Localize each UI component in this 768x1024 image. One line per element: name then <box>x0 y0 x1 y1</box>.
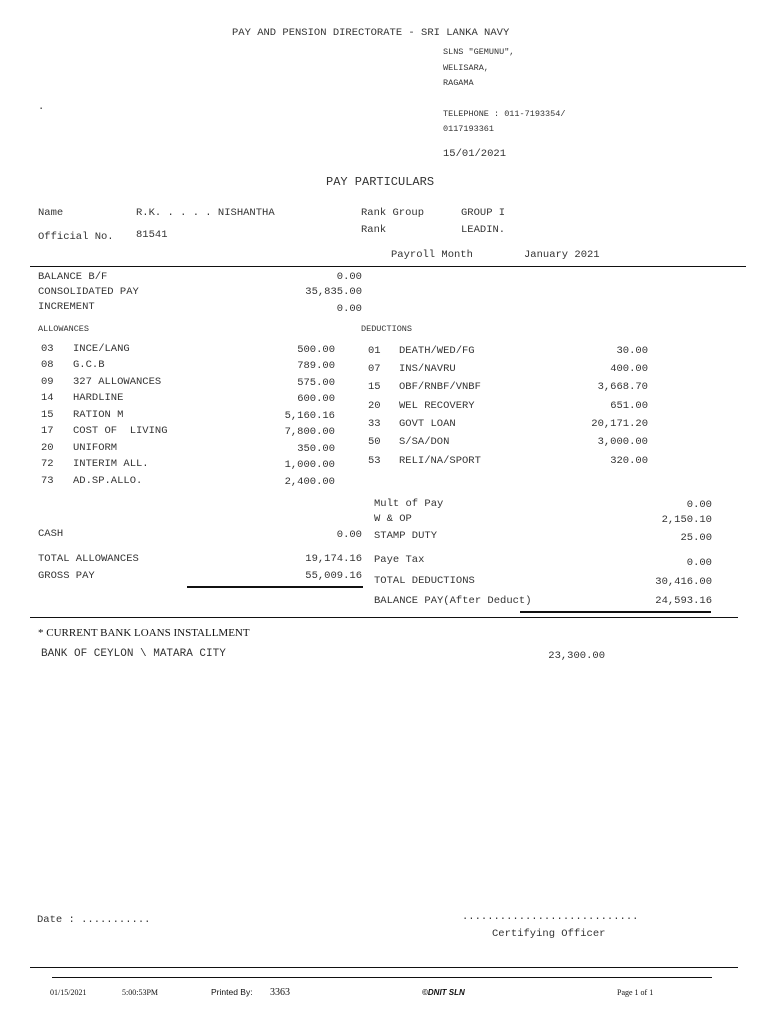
payroll-month-label: Payroll Month <box>391 249 473 261</box>
allowance-name: COST OF LIVING <box>73 425 168 437</box>
signature-line: ............................ <box>462 911 639 923</box>
address-line-3: RAGAMA <box>443 78 474 88</box>
allowance-amount: 575.00 <box>297 378 335 389</box>
mult-of-pay-label: Mult of Pay <box>374 498 444 510</box>
deduction-amount: 20,171.20 <box>591 419 648 430</box>
loan-amount: 23,300.00 <box>548 651 605 662</box>
allowance-amount: 789.00 <box>297 361 335 372</box>
header-divider <box>30 266 746 267</box>
official-no-value: 81541 <box>136 229 168 241</box>
deduction-name: S/SA/DON <box>399 436 450 448</box>
address-line-2: WELISARA, <box>443 63 489 73</box>
consolidated-pay-label: CONSOLIDATED PAY <box>38 286 139 298</box>
allowance-amount: 2,400.00 <box>284 477 335 488</box>
total-allowances-label: TOTAL ALLOWANCES <box>38 553 139 565</box>
bank-name: BANK OF CEYLON \ MATARA CITY <box>41 648 226 660</box>
deduction-name: DEATH/WED/FG <box>399 345 475 357</box>
footer-date: 01/15/2021 <box>50 988 87 997</box>
deduction-code: 33 <box>368 418 381 430</box>
rank-label: Rank <box>361 224 387 236</box>
allowance-name: AD.SP.ALLO. <box>73 475 143 487</box>
cash-value: 0.00 <box>336 530 362 541</box>
rank-group-label: Rank Group <box>361 207 425 219</box>
deduction-amount: 400.00 <box>610 364 648 375</box>
allowance-name: G.C.B <box>73 359 105 371</box>
name-value: R.K. . . . . NISHANTHA <box>136 207 275 219</box>
page-number: Page 1 of 1 <box>617 988 654 997</box>
official-no-label: Official No. <box>38 231 114 243</box>
printed-by-value: 3363 <box>270 987 290 998</box>
telephone-2: 0117193361 <box>443 124 495 134</box>
allowance-name: UNIFORM <box>73 442 118 454</box>
allowance-amount: 500.00 <box>297 345 335 356</box>
address-line-1: SLNS "GEMUNU", <box>443 47 515 57</box>
increment-label: INCREMENT <box>38 301 95 313</box>
balance-pay-label: BALANCE PAY(After Deduct) <box>374 595 532 607</box>
rank-group-value: GROUP I <box>461 207 506 219</box>
deduction-code: 01 <box>368 345 381 357</box>
balance-bf-value: 0.00 <box>336 272 362 283</box>
gross-underline <box>187 586 363 588</box>
deduction-name: INS/NAVRU <box>399 363 456 375</box>
allowance-code: 17 <box>41 425 54 437</box>
paye-tax-label: Paye Tax <box>374 554 425 566</box>
gross-pay-label: GROSS PAY <box>38 570 95 582</box>
printed-by-label: Printed By: <box>211 987 253 997</box>
allowance-code: 72 <box>41 458 54 470</box>
deduction-amount: 320.00 <box>610 456 648 467</box>
deduction-name: GOVT LOAN <box>399 418 456 430</box>
allowance-amount: 600.00 <box>297 394 335 405</box>
totals-divider <box>30 617 738 618</box>
deduction-name: WEL RECOVERY <box>399 400 475 412</box>
allowance-name: INTERIM ALL. <box>73 458 149 470</box>
balance-bf-label: BALANCE B/F <box>38 271 108 283</box>
deduction-code: 50 <box>368 436 381 448</box>
footer-divider-top <box>30 967 738 968</box>
issue-date: 15/01/2021 <box>443 148 507 160</box>
mult-of-pay-value: 0.00 <box>686 500 712 511</box>
allowance-amount: 1,000.00 <box>284 460 335 471</box>
deduction-amount: 3,000.00 <box>597 437 648 448</box>
allowance-name: HARDLINE <box>73 392 124 404</box>
allowance-code: 08 <box>41 359 54 371</box>
deductions-heading: DEDUCTIONS <box>361 324 413 334</box>
total-allowances-value: 19,174.16 <box>305 554 362 565</box>
brand-label: ©DNIT SLN <box>422 988 465 997</box>
balance-pay-value: 24,593.16 <box>655 596 712 607</box>
deduction-code: 07 <box>368 363 381 375</box>
balance-underline <box>520 611 711 613</box>
allowance-amount: 5,160.16 <box>284 411 335 422</box>
allowance-name: 327 ALLOWANCES <box>73 376 162 388</box>
increment-value: 0.00 <box>336 304 362 315</box>
stamp-duty-value: 25.00 <box>680 533 712 544</box>
gross-pay-value: 55,009.16 <box>305 571 362 582</box>
name-label: Name <box>38 207 64 219</box>
allowance-code: 73 <box>41 475 54 487</box>
cash-label: CASH <box>38 528 64 540</box>
deduction-name: OBF/RNBF/VNBF <box>399 381 481 393</box>
footer-time: 5:00:53PM <box>122 988 159 997</box>
w-op-label: W & OP <box>374 513 412 525</box>
deduction-code: 53 <box>368 455 381 467</box>
allowance-code: 20 <box>41 442 54 454</box>
consolidated-pay-value: 35,835.00 <box>305 287 362 298</box>
allowances-heading: ALLOWANCES <box>38 324 90 334</box>
deduction-code: 20 <box>368 400 381 412</box>
stray-dot: . <box>38 101 45 113</box>
org-title: PAY AND PENSION DIRECTORATE - SRI LANKA NAVY <box>232 27 510 39</box>
allowance-amount: 7,800.00 <box>284 427 335 438</box>
allowance-name: INCE/LANG <box>73 343 130 355</box>
deduction-amount: 30.00 <box>616 346 648 357</box>
paye-tax-value: 0.00 <box>686 558 712 569</box>
deduction-name: RELI/NA/SPORT <box>399 455 481 467</box>
page-title: PAY PARTICULARS <box>326 175 435 189</box>
bank-loans-heading: * CURRENT BANK LOANS INSTALLMENT <box>38 627 250 639</box>
total-deductions-value: 30,416.00 <box>655 577 712 588</box>
telephone: TELEPHONE : 011-7193354/ <box>443 109 566 119</box>
deduction-amount: 3,668.70 <box>597 382 648 393</box>
footer-divider <box>52 977 712 978</box>
allowance-name: RATION M <box>73 409 124 421</box>
w-op-value: 2,150.10 <box>661 515 712 526</box>
date-field: Date : ........... <box>37 914 151 926</box>
deduction-code: 15 <box>368 381 381 393</box>
rank-value: LEADIN. <box>461 224 506 236</box>
total-deductions-label: TOTAL DEDUCTIONS <box>374 575 475 587</box>
allowance-code: 14 <box>41 392 54 404</box>
deduction-amount: 651.00 <box>610 401 648 412</box>
payroll-month-value: January 2021 <box>524 249 600 261</box>
stamp-duty-label: STAMP DUTY <box>374 530 438 542</box>
allowance-amount: 350.00 <box>297 444 335 455</box>
allowance-code: 15 <box>41 409 54 421</box>
certifying-officer-label: Certifying Officer <box>492 928 606 940</box>
allowance-code: 03 <box>41 343 54 355</box>
allowance-code: 09 <box>41 376 54 388</box>
